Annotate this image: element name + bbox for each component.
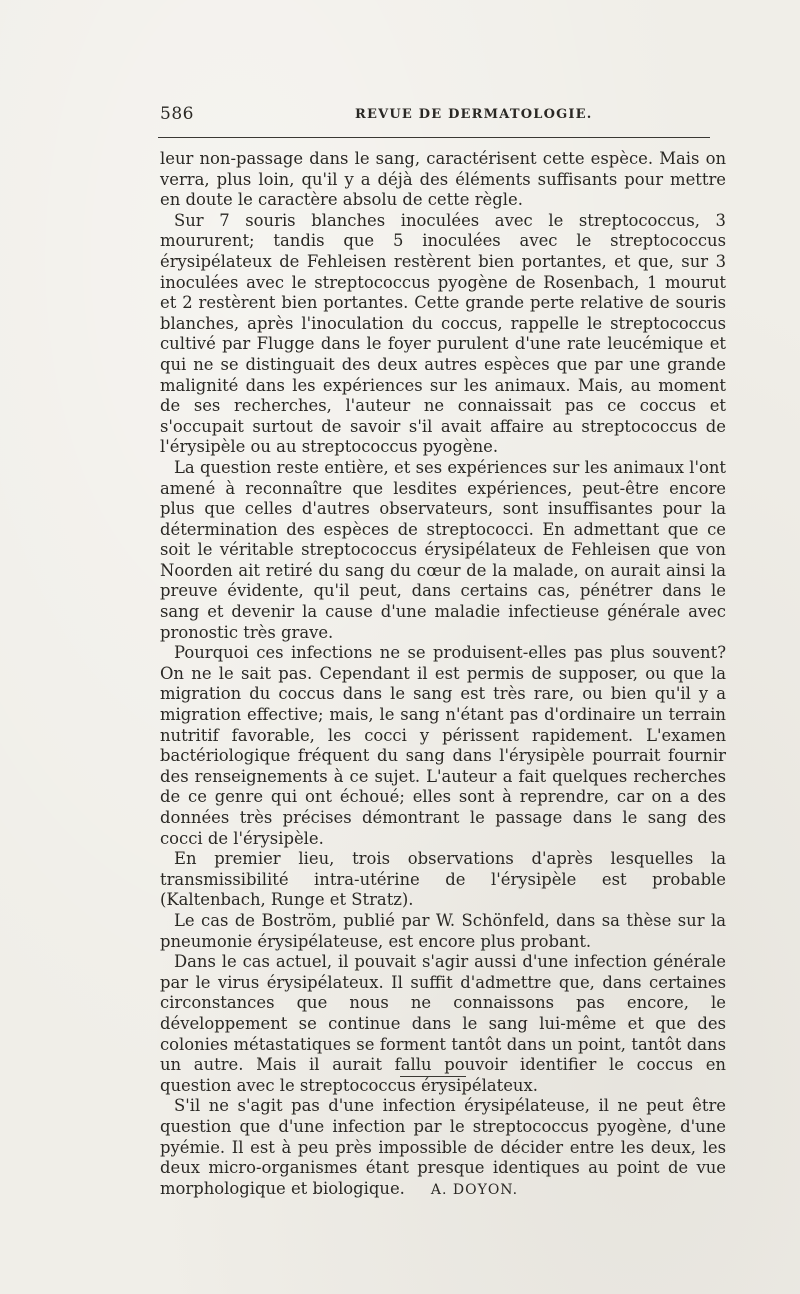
page-number: 586 <box>160 104 194 124</box>
page-header <box>160 104 710 128</box>
paragraph-4: Pourquoi ces infections ne se produisent-elles pas plus souvent? On ne le sait pas. Cependant il est permis de supposer, ou que la migration du coccus dans le sang est très rare, ou bien qu'il y a migration effective; mais, le sang n'étant pas d'ordinaire un terrain nutritif favorable, les cocci y périssent rapidement. L'examen bactériologique fréquent du sang dans l'érysipèle pourrait fournir des renseignements à ce sujet. L'auteur a fait quelques recherches de ce genre qui ont échoué; elles sont à reprendre, car on a des données très précises démontrant le passage dans le sang des cocci de l'érysipèle. <box>160 643 726 848</box>
paragraph-8-text: S'il ne s'agit pas d'une infection érysipélateuse, il ne peut être question que d'une infection par le streptococcus pyogène, d'une pyémie. Il est à peu près impossible de décider entre les deux, les deux micro-organismes étant presque identiques au point de vue morphologique et biologique. <box>160 1096 726 1198</box>
paragraph-7: Dans le cas actuel, il pouvait s'agir aussi d'une infection générale par le virus érysipélateux. Il suffit d'admettre que, dans certaines circonstances que nous ne connaissons pas encore, le développement se continue dans le sang lui-même et que des colonies métastatiques se forment tantôt dans un point, tantôt dans un autre. Mais il aurait fallu pouvoir identifier le coccus en question avec le streptococcus érysipélateux. <box>160 952 726 1095</box>
running-title: REVUE DE DERMATOLOGIE. <box>355 107 593 122</box>
end-rule <box>400 1076 466 1077</box>
paragraph-5: En premier lieu, trois observations d'après lesquelles la transmissibilité intra-utérine de l'érysipèle est probable (Kaltenbach, Runge et Stratz). <box>160 849 726 910</box>
paragraph-8 <box>160 1096 726 1200</box>
paragraph-6: Le cas de Boström, publié par W. Schönfeld, dans sa thèse sur la pneumonie érysipélateuse, est encore plus probant. <box>160 910 726 951</box>
paragraph-2: Sur 7 souris blanches inoculées avec le streptococcus, 3 moururent; tandis que 5 inoculées avec le streptococcus érysipélateux de Fehleisen restèrent bien portantes, et que, sur 3 inoculées avec le streptococcus pyogène de Rosenbach, 1 mourut et 2 restèrent bien portantes. Cette grande perte relative de souris blanches, après l'inoculation du coccus, rappelle le streptococcus cultivé par Flugge dans le foyer purulent d'une rate leucémique et qui ne se distinguait des deux autres espèces que par une grande malignité dans les expériences sur les animaux. Mais, au moment de ses recherches, l'auteur ne connaissait pas ce coccus et s'occupait surtout de savoir s'il avait affaire au streptococcus de l'érysipèle ou au streptococcus pyogène. <box>160 210 726 457</box>
paragraph-1: leur non-passage dans le sang, caractérisent cette espèce. Mais on verra, plus loin, qu'il y a déjà des éléments suffisants pour mettre en doute le caractère absolu de cette règle. <box>160 149 726 210</box>
article-body <box>160 149 726 1200</box>
author-signature: A. DOYON. <box>430 1181 519 1198</box>
header-rule <box>158 137 710 138</box>
paragraph-3: La question reste entière, et ses expériences sur les animaux l'ont amené à reconnaître que lesdites expériences, peut-être encore plus que celles d'autres observateurs, sont insuffisantes pour la détermination des espèces de streptococci. En admettant que ce soit le véritable streptococcus érysipélateux de Fehleisen que von Noorden ait retiré du sang du cœur de la malade, on aurait ainsi la preuve évidente, qu'il peut, dans certains cas, pénétrer dans le sang et devenir la cause d'une maladie infectieuse générale avec pronostic très grave. <box>160 457 726 642</box>
